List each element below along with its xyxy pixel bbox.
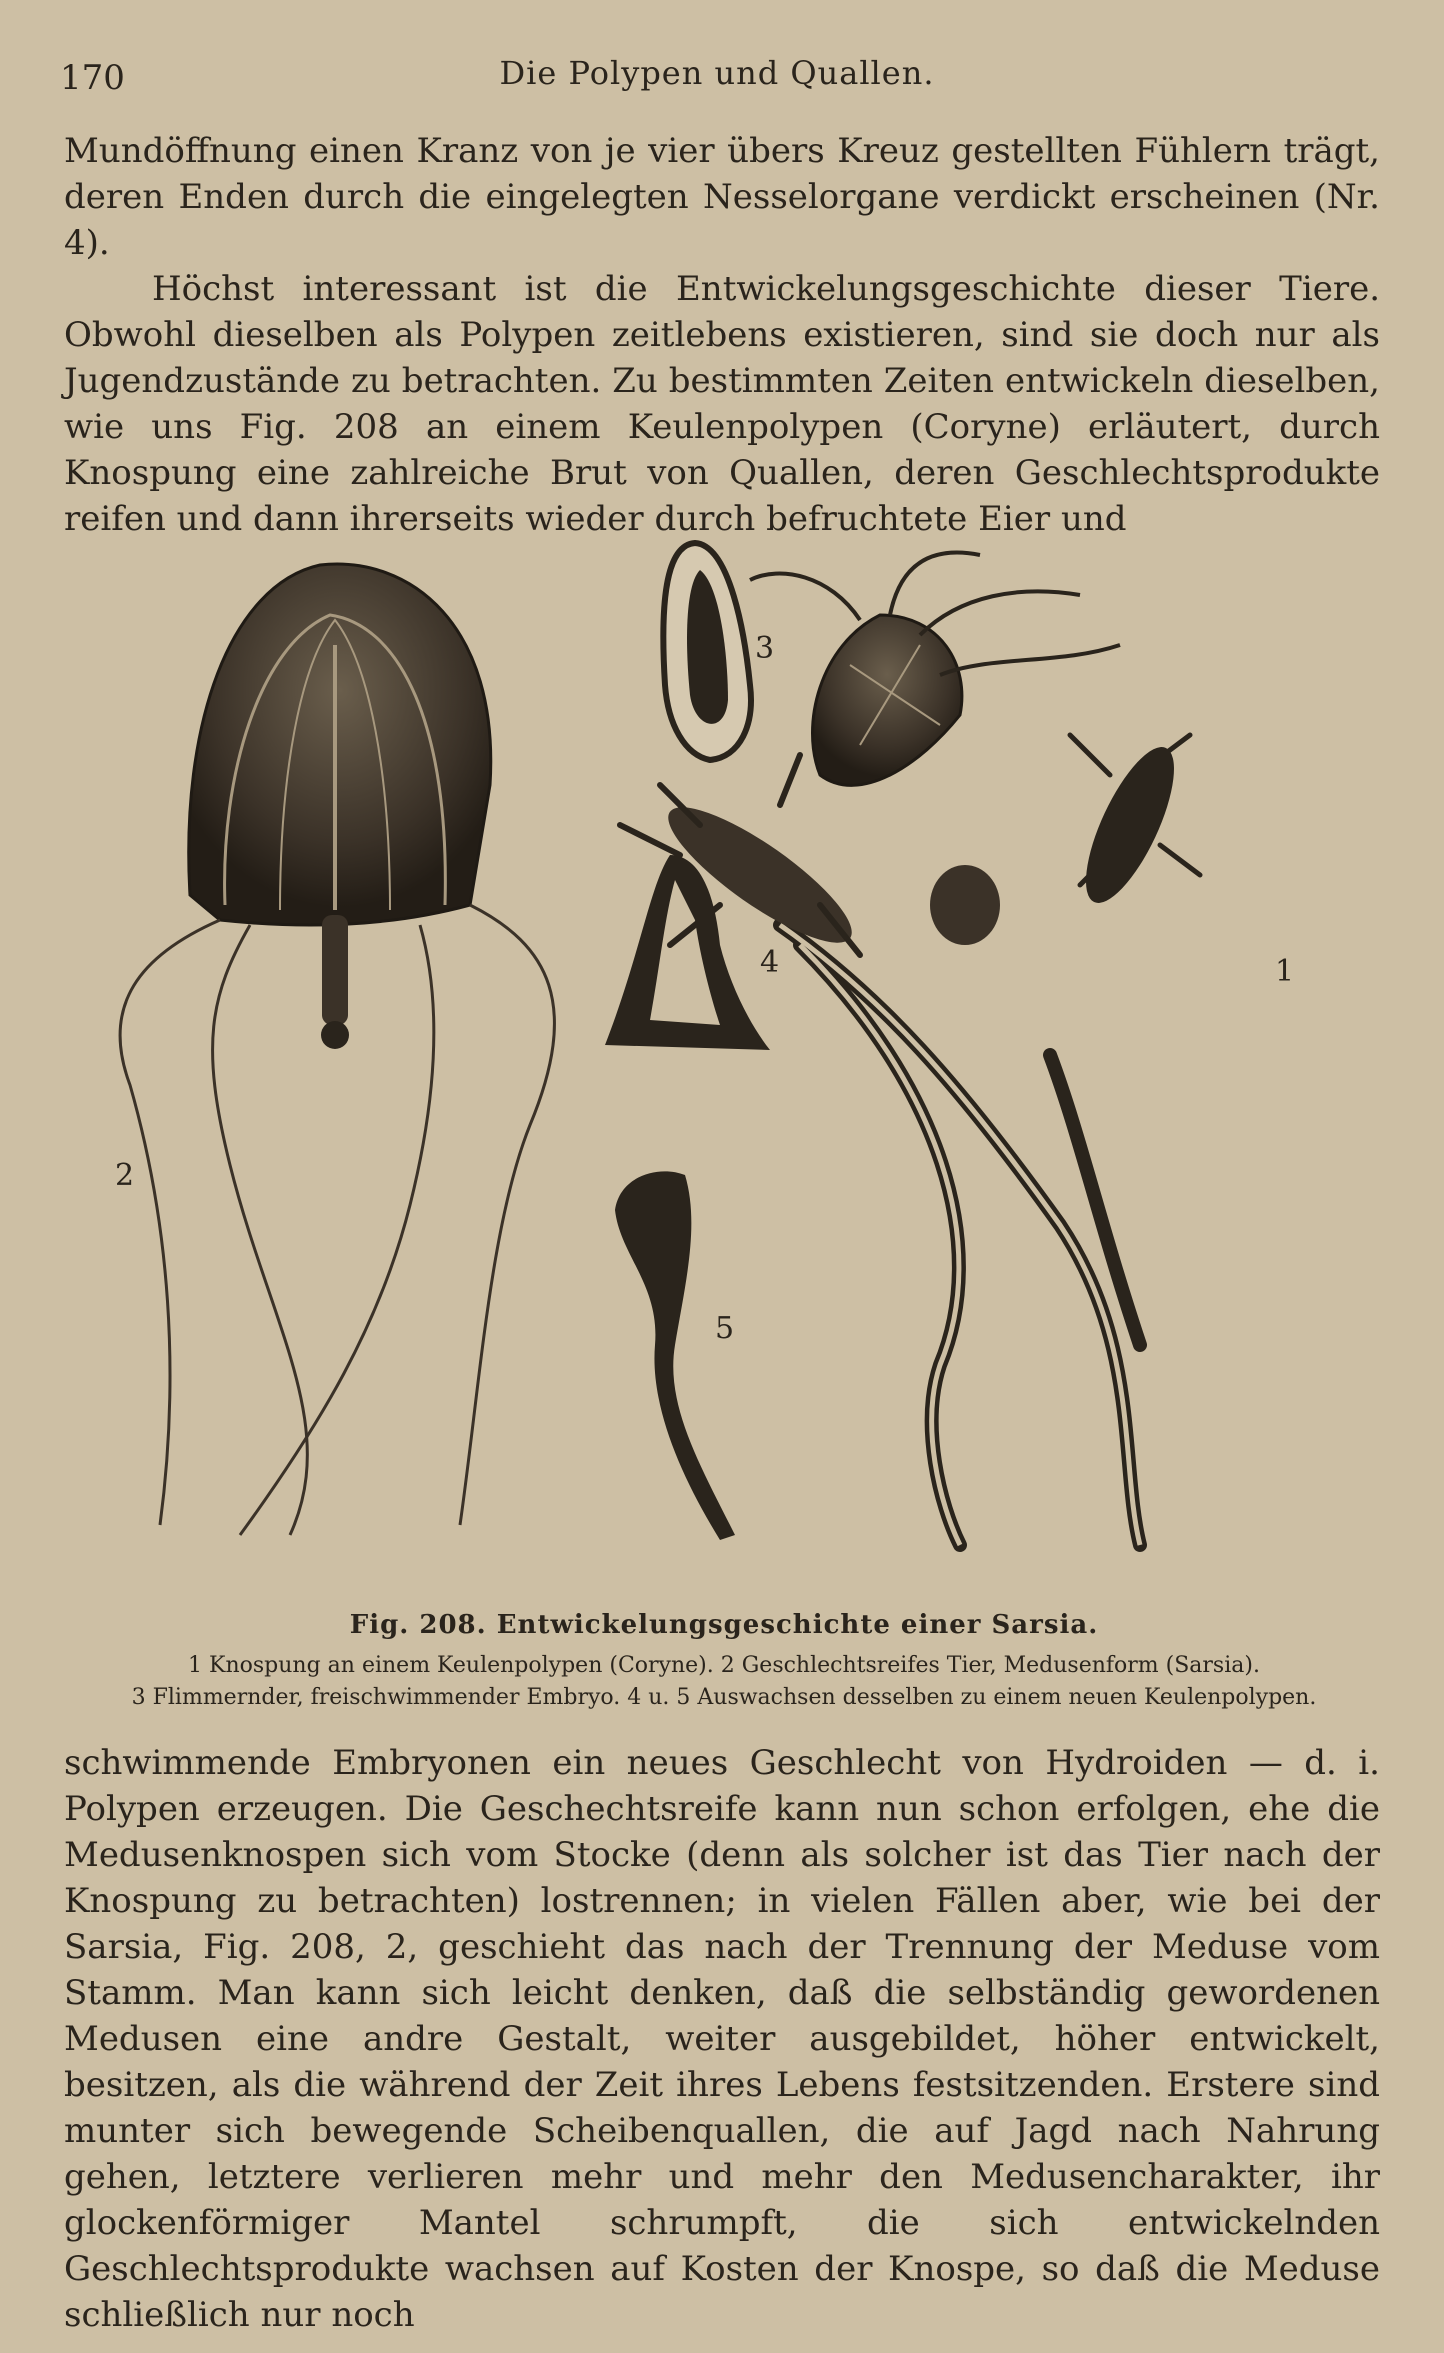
- paragraph-continued: Mundöffnung einen Kranz von je vier übers Kreuz gestellten Fühlern trägt, deren Enden durch die eingelegten Nesselorgane verdickt erscheinen (Nr. 4).: [64, 131, 1380, 263]
- body-text-bottom: [64, 1740, 1380, 2338]
- caption-line-2: 3 Flimmernder, freischwimmender Embryo. 4 u. 5 Auswachsen desselben zu einem neuen Keulenpolypen.: [131, 1685, 1317, 1710]
- young-polyp-drawing: [615, 1171, 735, 1540]
- medusa-drawing: [115, 564, 554, 1535]
- figure-caption: [64, 1610, 1384, 1714]
- figure-label-1: 1: [1275, 954, 1295, 989]
- paragraph-development: Höchst interessant ist die Entwickelungsgeschichte dieser Tiere. Obwohl dieselben als Polypen zeitlebens existieren, sind sie doch nur als Jugendzustände zu betrachten. Zu bestimmten Zeiten entwickeln dieselben, wie uns Fig. 208 an einem Keulenpolypen (Coryne) erläutert, durch Knospung eine zahlreiche Brut von Quallen, deren Geschlechtsprodukte reifen und dann ihrerseits wieder durch befruchtete Eier und: [64, 269, 1380, 539]
- page-header: [60, 48, 1374, 108]
- figure-illustration: [60, 525, 1390, 1615]
- paragraph-medusae: schwimmende Embryonen ein neues Geschlecht von Hydroiden — d. i. Polypen erzeugen. Die Geschechtsreife kann nun schon erfolgen, ehe die Medusenknospen sich vom Stocke (denn als solcher ist das Tier nach der Knospung zu betrachten) lostrennen; in vielen Fällen aber, wie bei der Sarsia, Fig. 208, 2, geschieht das nach der Trennung der Meduse vom Stamm. Man kann sich leicht denken, daß die selbständig gewordenen Medusen eine andre Gestalt, weiter ausgebildet, höher entwickelt, besitzen, als die während der Zeit ihres Lebens festsitzenden. Erstere sind munter sich bewegende Scheibenquallen, die auf Jagd nach Nahrung gehen, letztere verlieren mehr und mehr den Medusencharakter, ihr glockenförmiger Mantel schrumpft, die sich entwickelnden Geschlechtsprodukte wachsen auf Kosten der Knospe, so daß die Meduse schließlich nur noch: [64, 1743, 1380, 2335]
- page-number: 170: [60, 58, 125, 98]
- figure-label-2: 2: [115, 1158, 135, 1193]
- figure-208: [60, 525, 1390, 1615]
- body-text-top: [64, 128, 1380, 542]
- figure-label-3: 3: [755, 631, 775, 666]
- figure-label-4: 4: [760, 945, 780, 980]
- caption-line-1: 1 Knospung an einem Keulenpolypen (Coryne). 2 Geschlechtsreifes Tier, Medusenform (Sarsia).: [188, 1653, 1260, 1678]
- caption-title: Fig. 208. Entwickelungsgeschichte einer Sarsia.: [349, 1610, 1099, 1640]
- running-title: Die Polypen und Quallen.: [499, 54, 935, 92]
- figure-label-5: 5: [715, 1311, 735, 1346]
